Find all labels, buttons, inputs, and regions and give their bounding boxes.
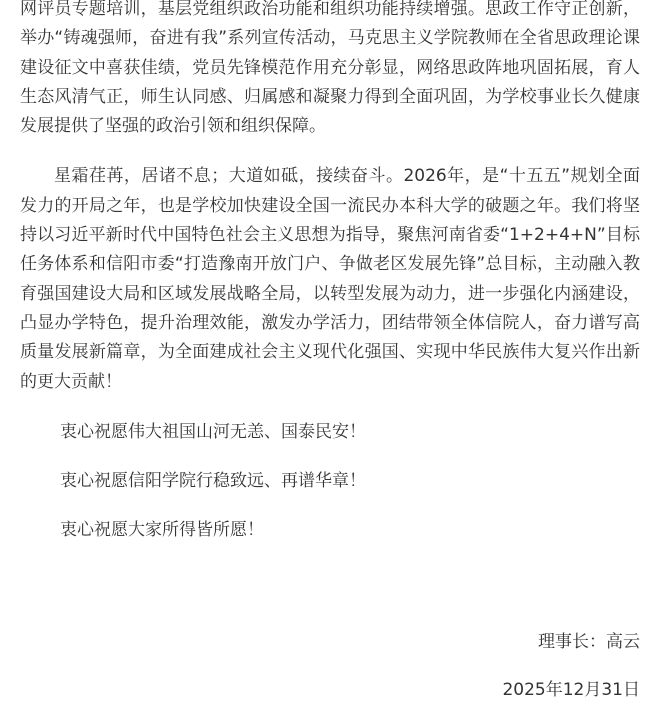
paragraph-outlook: 星霜荏苒，居诸不息；大道如砥，接续奋斗。2026年，是“十五五”规划全面发力的开局之年，也是学校加快建设全国一流民办本科大学的破题之年。我们将坚持以习近平新时代中国特色社会主义思想为指导，聚焦河南省委“1+2+4+N”目标任务体系和信阳市委“打造豫南开放门户、争做老区发展先锋”总目标，主动融入教育强国建设大局和区域发展战略全局，以转型发展为动力，进一步强化内涵建设，凸显办学特色，提升治理效能，激发办学活力，团结带领全体信院人，奋力谱写高质量发展新篇章，为全面建成社会主义现代化强国、实现中华民族伟大复兴作出新的更大贡献！ bbox=[20, 166, 640, 392]
paragraph-gap bbox=[20, 141, 640, 162]
paragraph-gap bbox=[20, 397, 640, 418]
signer-line: 理事长：高云 bbox=[538, 632, 640, 652]
wish-line-everyone: 衷心祝愿大家所得皆所愿！ bbox=[60, 519, 264, 540]
paragraph-continued: 网评员专题培训，基层党组织政治功能和组织功能持续增强。思政工作守正创新，举办“铸魂强师，奋进有我”系列宣传活动，马克思主义学院教师在全省思政理论课建设征文中喜获佳绩，党员先锋模范作用充分彰显，网络思政阵地巩固拓展，育人生态风清气正，师生认同感、归属感和凝聚力得到全面巩固，为学校事业长久健康发展提供了坚强的政治引领和组织保障。 bbox=[20, 0, 640, 137]
article-body bbox=[20, 0, 640, 545]
date-line: 2025年12月31日 bbox=[502, 680, 640, 700]
wish-line-country: 衷心祝愿伟大祖国山河无恙、国泰民安！ bbox=[60, 421, 366, 442]
wish-line-school: 衷心祝愿信阳学院行稳致远、再谱华章！ bbox=[60, 470, 366, 491]
